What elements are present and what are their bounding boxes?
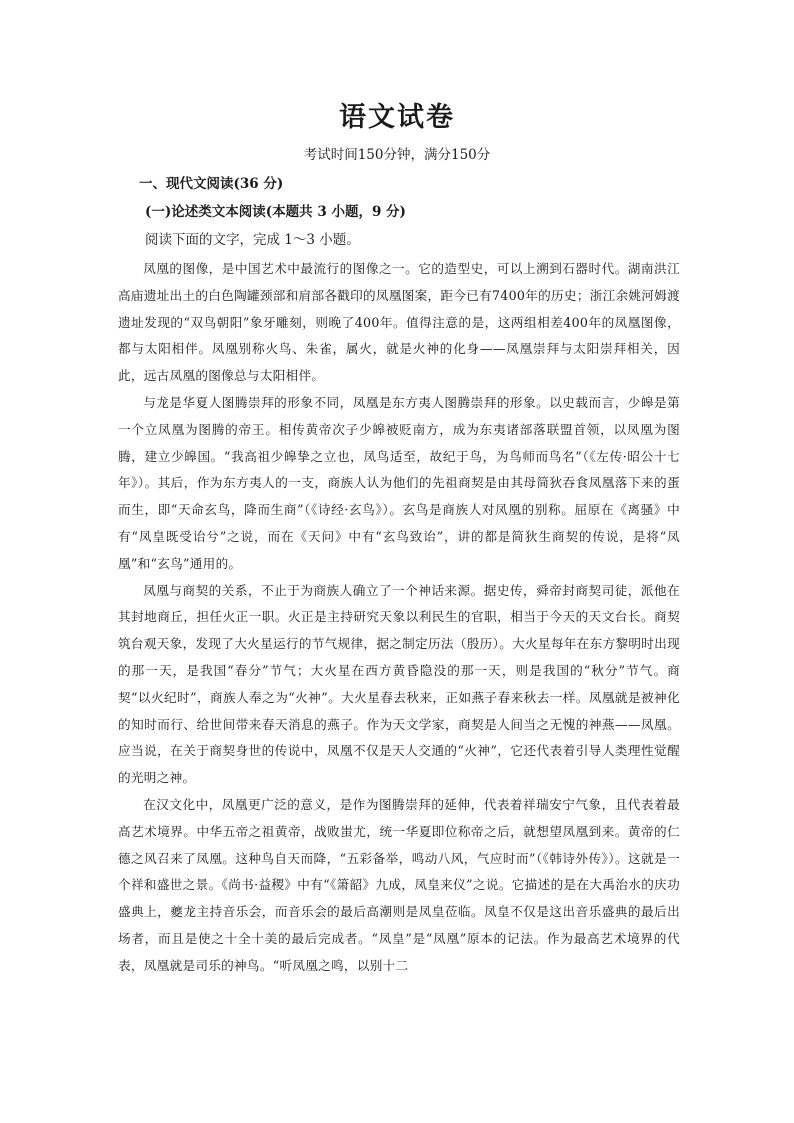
reading-instruction: 阅读下面的文字，完成 1～3 小题。 <box>145 232 360 248</box>
page-title: 语文试卷 <box>339 102 455 133</box>
passage-paragraph-2: 与龙是华夏人图腾崇拜的形象不同，凤凰是东方夷人图腾崇拜的形象。以史载而言，少皞是第一个立凤凰为图腾的帝王。相传黄帝次子少皞被贬南方，成为东夷诸部落联盟首领，以凤凰为图腾，建立少皞国。“我高祖少皞挚之立也，凤鸟适至，故纪于鸟，为鸟师而鸟名”（《左传·昭公十七年》）。其后，作为东方夷人的一支，商族人认为他们的先祖商契是由其母简狄吞食凤凰落下来的蛋而生，即“天命玄鸟，降而生商”（《诗经·玄鸟》）。玄鸟是商族人对凤凰的别称。屈原在《离骚》中有“凤皇既受诒兮”之说，而在《天问》中有“玄鸟致诒”，讲的都是简狄生商契的传说，是将“凤凰”和“玄鸟”通用的。 <box>118 394 680 571</box>
subsection-heading: (一)论述类文本阅读(本题共 3 小题，9 分) <box>145 204 406 220</box>
passage-paragraph-1: 凤凰的图像，是中国艺术中最流行的图像之一。它的造型史，可以上溯到石器时代。湖南洪江高庙遗址出土的白色陶罐颈部和肩部各戳印的凤凰图案，距今已有7400年的历史；浙江余姚河姆渡遗址发现的“双鸟朝阳”象牙雕刻，则晚了400年。值得注意的是，这两组相差400年的凤凰图像，都与太阳相伴。凤凰别称火鸟、朱雀，属火，就是火神的化身——凤凰崇拜与太阳崇拜相关，因此，远古凤凰的图像总与太阳相伴。 <box>118 261 680 384</box>
passage-paragraph-3: 凤凰与商契的关系，不止于为商族人确立了一个神话来源。据史传，舜帝封商契司徒，派他在其封地商丘，担任火正一职。火正是主持研究天象以利民生的官职，相当于今天的天文台长。商契筑台观天象，发现了大火星运行的节气规律，据之制定历法（殷历）。大火星每年在东方黎明时出现的那一天，是我国“春分”节气；大火星在西方黄昏隐没的那一天，则是我国的“秋分”节气。商契“以火纪时”，商族人奉之为“火神”。大火星春去秋来，正如燕子春来秋去一样。凤凰就是被神化的知时而行、给世间带来春天消息的燕子。作为天文学家，商契是人间当之无愧的神燕——凤凰。应当说，在关于商契身世的传说中，凤凰不仅是天人交通的“火神”，它还代表着引导人类理性觉醒的光明之神。 <box>118 582 680 786</box>
exam-duration-info: 考试时间150分钟，满分150分 <box>303 147 491 163</box>
section-heading: 一、现代文阅读(36 分) <box>139 176 284 192</box>
passage-paragraph-4: 在汉文化中，凤凰更广泛的意义，是作为图腾崇拜的延伸，代表着祥瑞安宁气象，且代表着最高艺术境界。中华五帝之祖黄帝，战败蚩尤，统一华夏即位称帝之后，就想望凤凰到来。黄帝的仁德之风召来了凤凰。这种鸟自天而降，“五彩备举，鸣动八风，气应时而”（《韩诗外传》）。这就是一个祥和盛世之景。《尚书·益稷》中有“《箫韶》九成，凤皇来仪”之说。它描述的是在大禹治水的庆功盛典上，夔龙主持音乐会，而音乐会的最后高潮则是凤皇莅临。凤皇不仅是这出音乐盛典的最后出场者，而且是使之十全十美的最后完成者。“凤皇”是“凤凰”原本的记法。作为最高艺术境界的代表，凤凰就是司乐的神鸟。“听凤凰之鸣，以别十二 <box>118 796 680 973</box>
reading-passage <box>118 256 680 980</box>
